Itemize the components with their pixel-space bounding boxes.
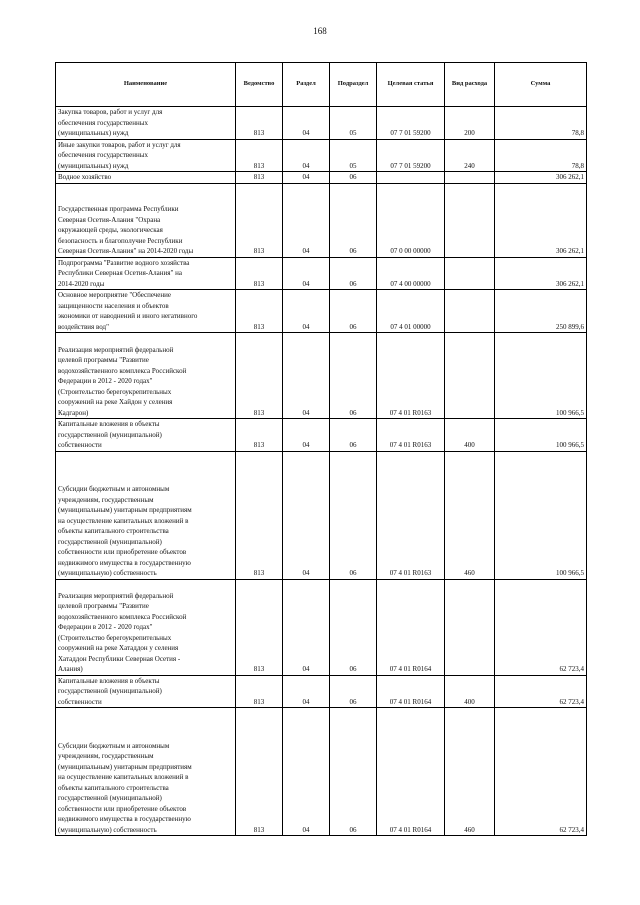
table-row — [56, 579, 587, 675]
row-exp-type — [445, 333, 495, 419]
table-row — [56, 183, 587, 257]
row-dept: 813 — [236, 290, 283, 333]
row-dept: 813 — [236, 257, 283, 290]
row-exp-type: 460 — [445, 708, 495, 836]
row-exp-type: 240 — [445, 139, 495, 172]
table-row — [56, 333, 587, 419]
row-subsection: 06 — [330, 708, 377, 836]
table-row — [56, 708, 587, 836]
row-amount: 306 262,1 — [495, 172, 587, 184]
header-target: Целевая статья — [377, 63, 445, 107]
row-section: 04 — [283, 708, 330, 836]
row-name: Закупка товаров, работ и услуг для обеспечения государственных (муниципальных) нужд — [56, 107, 236, 140]
table-row — [56, 419, 587, 452]
row-section: 04 — [283, 290, 330, 333]
row-dept: 813 — [236, 675, 283, 708]
row-target: 07 4 01 R0164 — [377, 708, 445, 836]
row-name: Реализация мероприятий федеральной целевой программы "Развитие водохозяйственного комплекса Российской Федерации в 2012 - 2020 годах" (Строительство берегоукрепительных сооружений на реке Хатаддон у селения Хатаддон Республики Северная Осетия - Алания) — [56, 579, 236, 675]
row-target: 07 7 01 59200 — [377, 107, 445, 140]
header-amount: Сумма — [495, 63, 587, 107]
row-exp-type: 400 — [445, 675, 495, 708]
table-row — [56, 107, 587, 140]
row-amount: 306 262,1 — [495, 183, 587, 257]
row-section: 04 — [283, 451, 330, 579]
row-subsection: 05 — [330, 107, 377, 140]
row-section: 04 — [283, 333, 330, 419]
row-name: Реализация мероприятий федеральной целевой программы "Развитие водохозяйственного комплекса Российской Федерации в 2012 - 2020 годах" (Строительство берегоукрепительных сооружений на реке Хайдон у селения Кадгарон) — [56, 333, 236, 419]
row-dept: 813 — [236, 139, 283, 172]
row-dept: 813 — [236, 333, 283, 419]
row-amount: 62 723,4 — [495, 708, 587, 836]
header-subsection: Подраздел — [330, 63, 377, 107]
row-target: 07 4 01 R0164 — [377, 579, 445, 675]
row-section: 04 — [283, 172, 330, 184]
row-name: Капитальные вложения в объекты государственной (муниципальной) собственности — [56, 419, 236, 452]
table-row — [56, 290, 587, 333]
row-exp-type — [445, 257, 495, 290]
row-subsection: 06 — [330, 257, 377, 290]
row-section: 04 — [283, 107, 330, 140]
row-section: 04 — [283, 183, 330, 257]
row-amount: 62 723,4 — [495, 675, 587, 708]
row-name: Основное мероприятие "Обеспечение защищенности населения и объектов экономики от наводнений и иного негативного воздействия вод" — [56, 290, 236, 333]
row-target: 07 0 00 00000 — [377, 183, 445, 257]
budget-table — [55, 62, 587, 836]
header-exp-type: Вид расхода — [445, 63, 495, 107]
row-dept: 813 — [236, 579, 283, 675]
table-row — [56, 172, 587, 184]
header-section: Раздел — [283, 63, 330, 107]
row-name: Подпрограмма "Развитие водного хозяйства Республики Северная Осетия-Алания" на 2014-2020 годы — [56, 257, 236, 290]
row-section: 04 — [283, 419, 330, 452]
row-target: 07 4 01 00000 — [377, 290, 445, 333]
row-target: 07 7 01 59200 — [377, 139, 445, 172]
row-subsection: 06 — [330, 579, 377, 675]
row-target: 07 4 01 R0163 — [377, 451, 445, 579]
row-subsection: 06 — [330, 183, 377, 257]
row-section: 04 — [283, 675, 330, 708]
row-target: 07 4 01 R0164 — [377, 675, 445, 708]
table-header-row — [56, 63, 587, 107]
row-section: 04 — [283, 579, 330, 675]
row-name: Иные закупки товаров, работ и услуг для обеспечения государственных (муниципальных) нужд — [56, 139, 236, 172]
row-exp-type: 200 — [445, 107, 495, 140]
row-section: 04 — [283, 257, 330, 290]
row-dept: 813 — [236, 172, 283, 184]
row-target: 07 4 01 R0163 — [377, 333, 445, 419]
row-dept: 813 — [236, 419, 283, 452]
row-amount: 250 899,6 — [495, 290, 587, 333]
row-subsection: 06 — [330, 333, 377, 419]
row-name: Субсидии бюджетным и автономным учреждениям, государственным (муниципальным) унитарным предприятиям на осуществление капитальных вложений в объекты капитального строительства государственной (муниципальной) собственности или приобретение объектов недвижимого имущества в государственную (муниципальную) собственность — [56, 451, 236, 579]
row-subsection: 06 — [330, 290, 377, 333]
row-subsection: 06 — [330, 172, 377, 184]
row-amount: 100 966,5 — [495, 419, 587, 452]
row-amount: 100 966,5 — [495, 451, 587, 579]
row-exp-type — [445, 183, 495, 257]
row-dept: 813 — [236, 451, 283, 579]
row-exp-type — [445, 290, 495, 333]
table-row — [56, 675, 587, 708]
row-target — [377, 172, 445, 184]
row-subsection: 06 — [330, 451, 377, 579]
row-name: Субсидии бюджетным и автономным учреждениям, государственным (муниципальным) унитарным предприятиям на осуществление капитальных вложений в объекты капитального строительства государственной (муниципальной) собственности или приобретение объектов недвижимого имущества в государственную (муниципальную) собственность — [56, 708, 236, 836]
row-dept: 813 — [236, 708, 283, 836]
page-number: 168 — [313, 26, 327, 36]
row-dept: 813 — [236, 107, 283, 140]
row-amount: 62 723,4 — [495, 579, 587, 675]
row-amount: 306 262,1 — [495, 257, 587, 290]
row-amount: 78,8 — [495, 139, 587, 172]
table-row — [56, 257, 587, 290]
header-dept: Ведомство — [236, 63, 283, 107]
row-exp-type — [445, 579, 495, 675]
row-section: 04 — [283, 139, 330, 172]
row-subsection: 05 — [330, 139, 377, 172]
row-exp-type — [445, 172, 495, 184]
header-name: Наименование — [56, 63, 236, 107]
table-row — [56, 139, 587, 172]
row-name: Государственная программа Республики Северная Осетия-Алания "Охрана окружающей среды, экологическая безопасность и благополучие Республики Северная Осетия-Алания" на 2014-2020 годы — [56, 183, 236, 257]
row-dept: 813 — [236, 183, 283, 257]
row-exp-type: 400 — [445, 419, 495, 452]
row-target: 07 4 00 00000 — [377, 257, 445, 290]
row-subsection: 06 — [330, 675, 377, 708]
table-row — [56, 451, 587, 579]
row-subsection: 06 — [330, 419, 377, 452]
row-name: Водное хозяйство — [56, 172, 236, 184]
row-amount: 100 966,5 — [495, 333, 587, 419]
row-name: Капитальные вложения в объекты государственной (муниципальной) собственности — [56, 675, 236, 708]
row-exp-type: 460 — [445, 451, 495, 579]
row-target: 07 4 01 R0163 — [377, 419, 445, 452]
row-amount: 78,8 — [495, 107, 587, 140]
